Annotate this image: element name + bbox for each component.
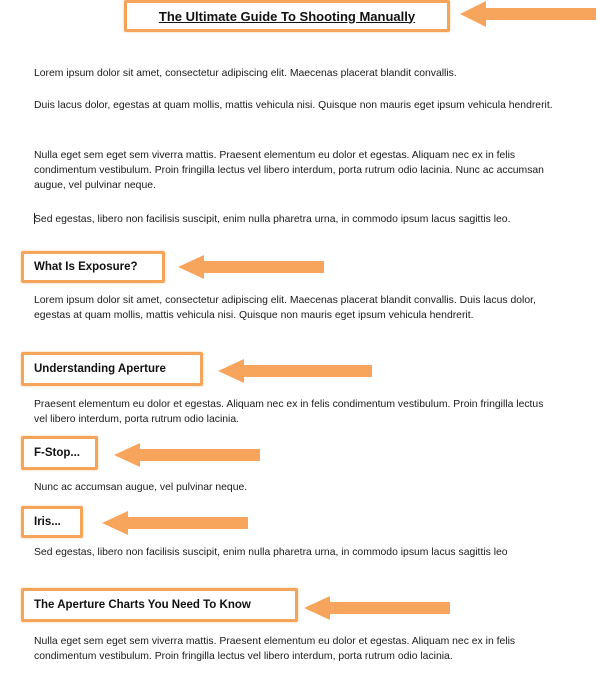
section-heading-iris xyxy=(21,506,83,538)
heading-arrow-icon xyxy=(100,510,250,536)
intro-paragraph: Duis lacus dolor, egestas at quam mollis, mattis vehicula nisi. Quisque non mauris eget ipsum vehicula hendrerit. xyxy=(34,100,553,111)
section-heading-text: Iris... xyxy=(34,516,61,528)
section-heading-aperture-charts xyxy=(21,588,298,622)
section-heading-text: What Is Exposure? xyxy=(34,261,138,273)
document-title xyxy=(124,0,450,32)
section-body: Sed egestas, libero non facilisis suscipit, enim nulla pharetra urna, in commodo ipsum lacus sagittis leo xyxy=(34,547,508,558)
intro-paragraph: Lorem ipsum dolor sit amet, consectetur adipiscing elit. Maecenas placerat blandit convallis. xyxy=(34,68,457,79)
heading-arrow-icon xyxy=(216,358,374,384)
section-heading-text: F-Stop... xyxy=(34,447,80,459)
document-title-text: The Ultimate Guide To Shooting Manually xyxy=(158,8,416,24)
section-heading-text: Understanding Aperture xyxy=(34,363,166,375)
section-body: Praesent elementum eu dolor et egestas. Aliquam nec ex in felis condimentum vestibulum. Proin fringilla lectus vel libero interdum, porta rutrum odio lacinia. xyxy=(34,399,544,426)
section-heading-text: The Aperture Charts You Need To Know xyxy=(34,599,251,611)
section-body: Nulla eget sem eget sem viverra mattis. Praesent elementum eu dolor et egestas. Aliquam nec ex in felis condimentum vestibulum. Proin fringilla lectus vel libero interdum, porta rutrum odio lacinia. xyxy=(34,636,516,663)
section-body: Nunc ac accumsan augue, vel pulvinar neque. xyxy=(34,482,248,493)
intro-paragraph: Nulla eget sem eget sem viverra mattis. Praesent elementum eu dolor et egestas. Aliquam nec ex in felis condimentum vestibulum. Proin fringilla lectus vel libero interdum, porta rutrum odio lacinia. Nunc ac accumsan augue, vel pulvinar neque. xyxy=(34,150,544,192)
heading-arrow-icon xyxy=(176,254,326,280)
section-heading-exposure xyxy=(21,251,165,283)
section-heading-fstop xyxy=(21,436,98,470)
title-arrow-icon xyxy=(458,0,598,28)
intro-paragraph: Sed egestas, libero non facilisis suscipit, enim nulla pharetra urna, in commodo ipsum lacus sagittis leo. xyxy=(34,214,511,225)
heading-arrow-icon xyxy=(302,595,452,621)
section-body: Lorem ipsum dolor sit amet, consectetur adipiscing elit. Maecenas placerat blandit convallis. Duis lacus dolor, egestas at quam mollis, mattis vehicula nisi. Quisque non mauris eget ipsum vehicula hendrerit. xyxy=(34,295,536,322)
section-heading-aperture xyxy=(21,352,203,386)
heading-arrow-icon xyxy=(112,442,262,468)
